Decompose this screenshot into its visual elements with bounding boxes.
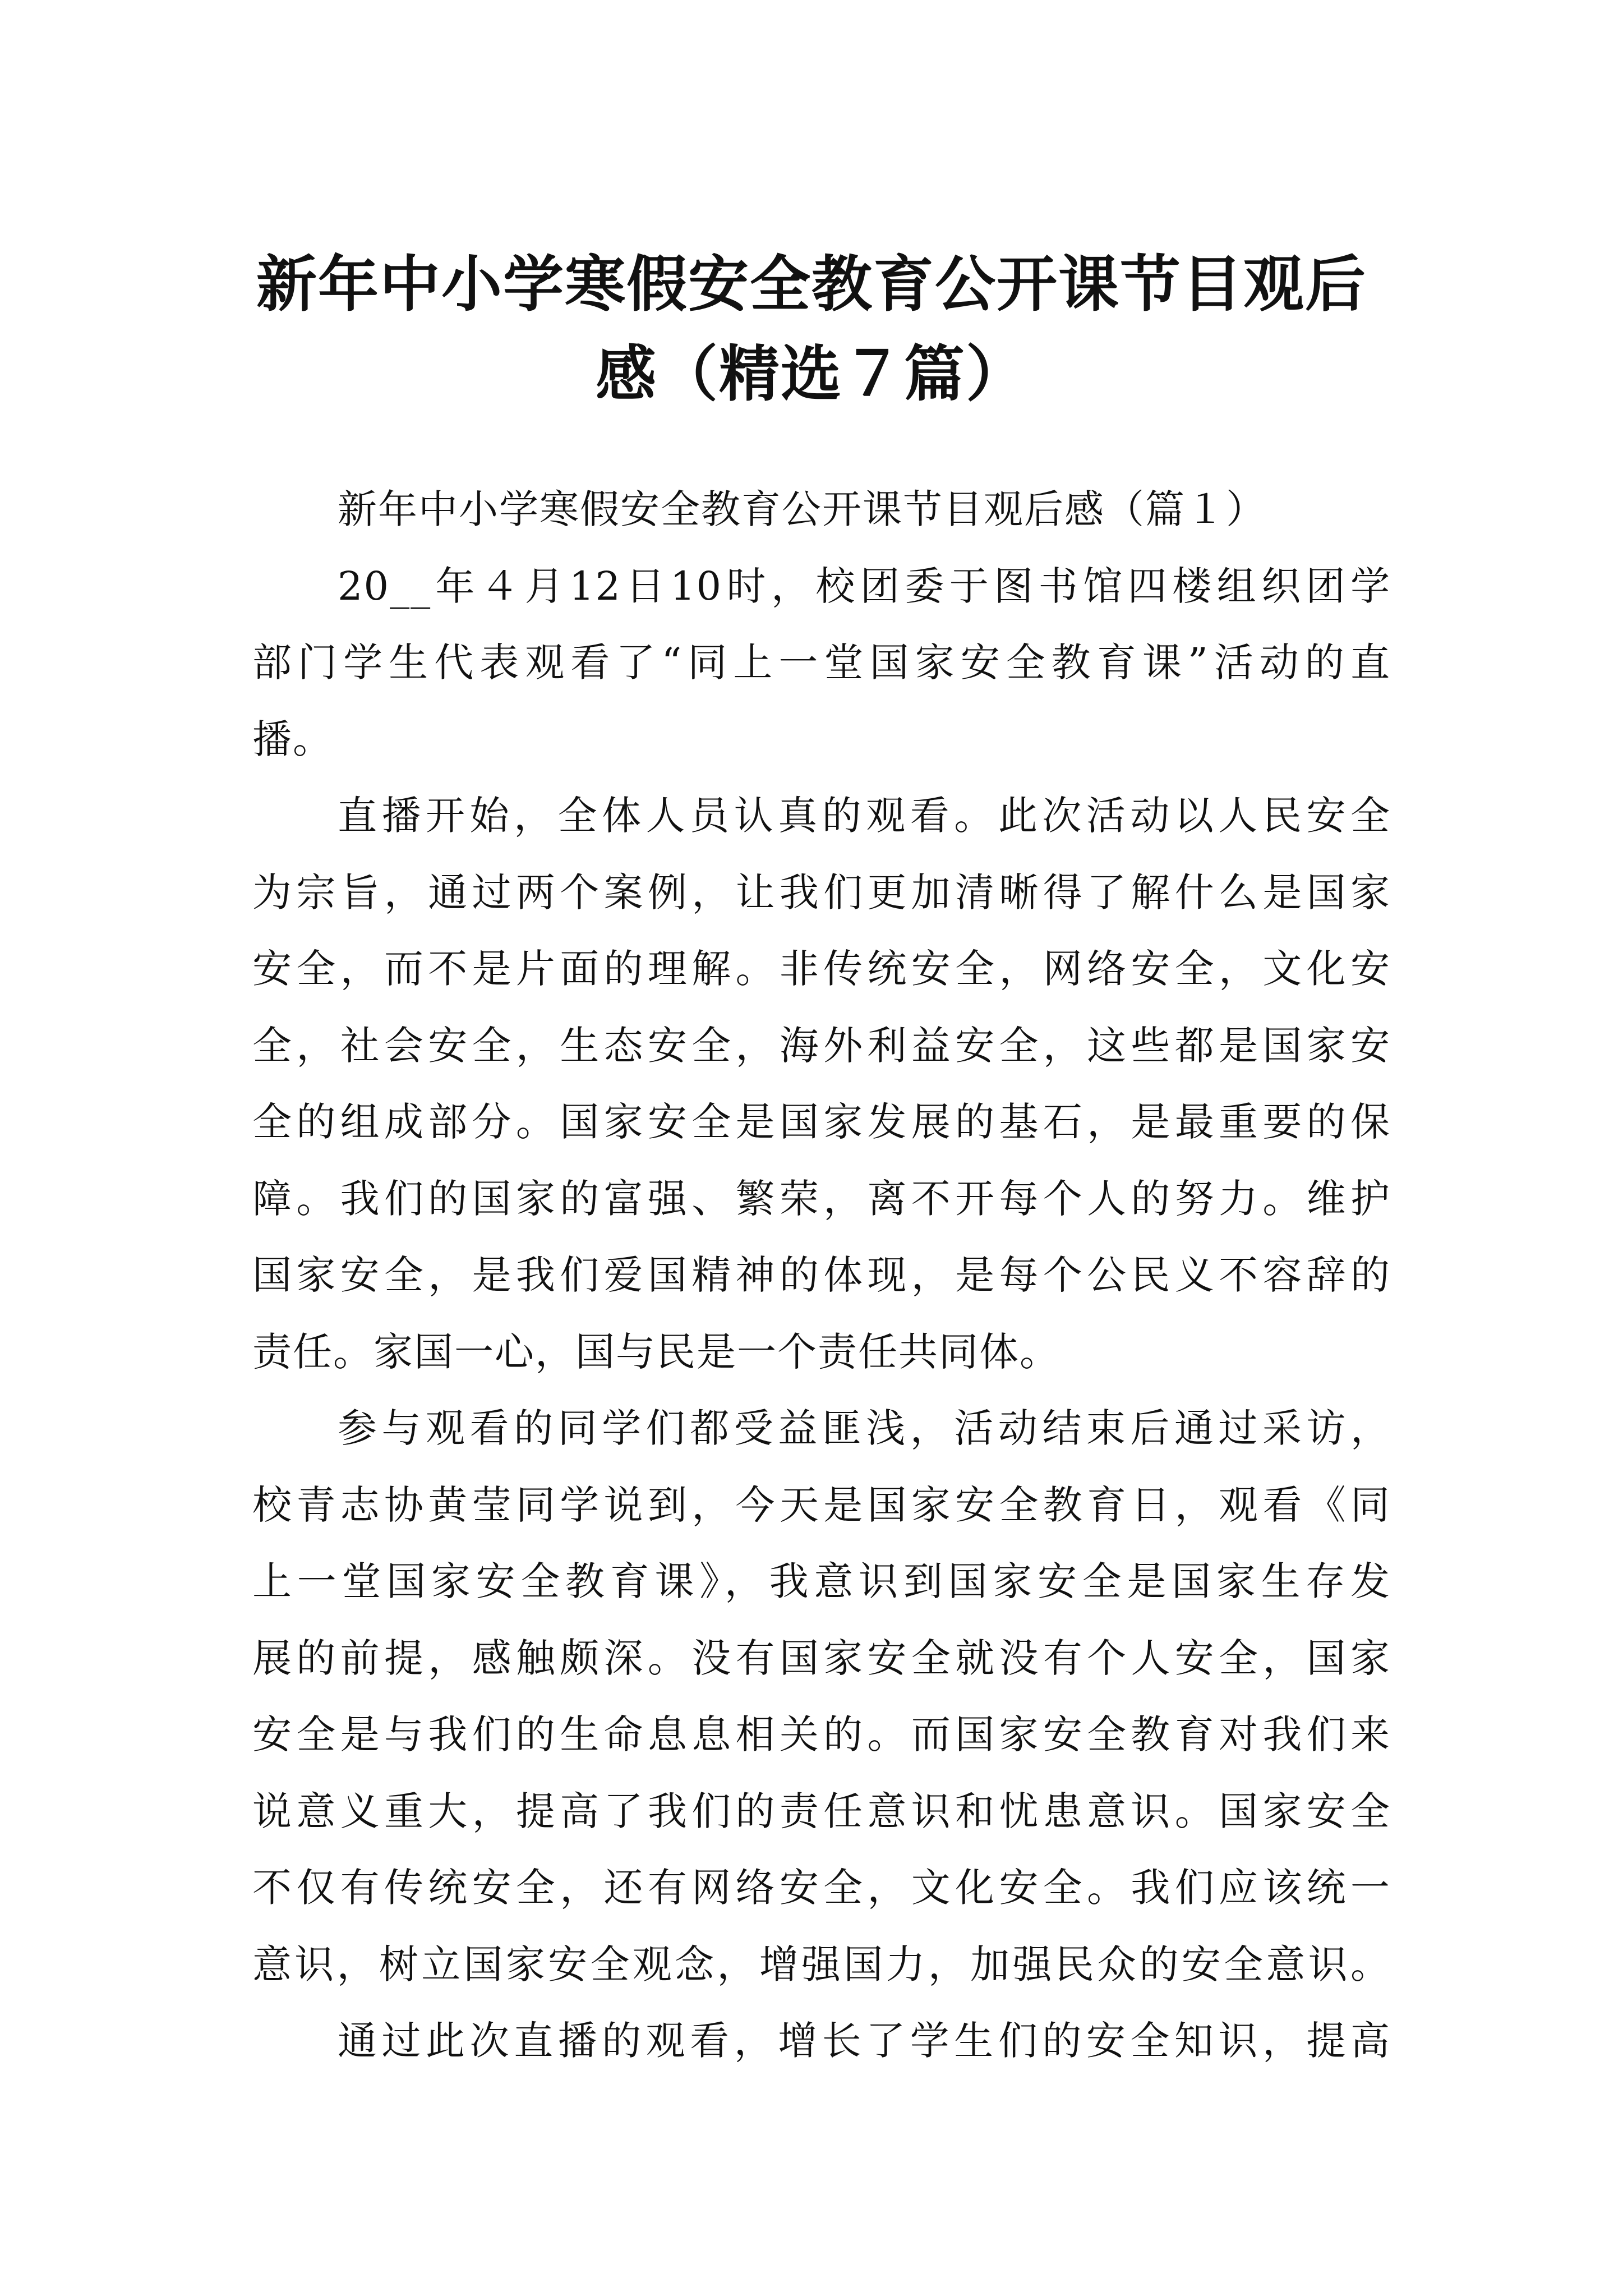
body-line: 校青志协黄莹同学说到，今天是国家安全教育日，观看《同 bbox=[252, 1481, 1391, 1528]
body-line: 为宗旨，通过两个案例，让我们更加清晰得了解什么是国家 bbox=[252, 869, 1391, 915]
body-line: 全的组成部分。国家安全是国家发展的基石，是最重要的保 bbox=[252, 1099, 1391, 1145]
body-line: 全，社会安全，生态安全，海外利益安全，这些都是国家安 bbox=[252, 1022, 1391, 1069]
document-title bbox=[168, 240, 1455, 419]
body-line: 直播开始，全体人员认真的观看。此次活动以人民安全 bbox=[338, 793, 1391, 839]
body-line: 说意义重大，提高了我们的责任意识和忧患意识。国家安全 bbox=[252, 1788, 1391, 1834]
body-line: 不仅有传统安全，还有网络安全，文化安全。我们应该统一 bbox=[252, 1865, 1391, 1911]
body-line: 展的前提，感触颇深。没有国家安全就没有个人安全，国家 bbox=[252, 1635, 1391, 1681]
title-line-1: 新年中小学寒假安全教育公开课节目观后 bbox=[256, 249, 1367, 320]
body-line: 安全，而不是片面的理解。非传统安全，网络安全，文化安 bbox=[252, 946, 1391, 992]
body-line: 部门学生代表观看了“同上一堂国家安全教育课”活动的直 bbox=[252, 639, 1391, 685]
body-line: 新年中小学寒假安全教育公开课节目观后感（篇１） bbox=[338, 486, 1266, 532]
body-line: 20__年４月12日10时，校团委于图书馆四楼组织团学 bbox=[338, 563, 1391, 609]
body-line: 安全是与我们的生命息息相关的。而国家安全教育对我们来 bbox=[252, 1711, 1391, 1757]
document-body bbox=[252, 471, 1391, 2079]
body-line: 责任。家国一心，国与民是一个责任共同体。 bbox=[252, 1328, 1060, 1375]
title-line-2: 感（精选７篇） bbox=[595, 339, 1027, 410]
body-line: 障。我们的国家的富强、繁荣，离不开每个人的努力。维护 bbox=[252, 1175, 1391, 1222]
body-line: 意识，树立国家安全观念，增强国力，加强民众的安全意识。 bbox=[252, 1941, 1391, 1987]
body-line: 通过此次直播的观看，增长了学生们的安全知识，提高 bbox=[338, 2018, 1391, 2064]
body-line: 上一堂国家安全教育课》，我意识到国家安全是国家生存发 bbox=[252, 1558, 1391, 1604]
body-line: 国家安全，是我们爱国精神的体现，是每个公民义不容辞的 bbox=[252, 1252, 1391, 1298]
body-line: 参与观看的同学们都受益匪浅，活动结束后通过采访， bbox=[338, 1405, 1391, 1451]
body-line: 播。 bbox=[252, 716, 333, 762]
